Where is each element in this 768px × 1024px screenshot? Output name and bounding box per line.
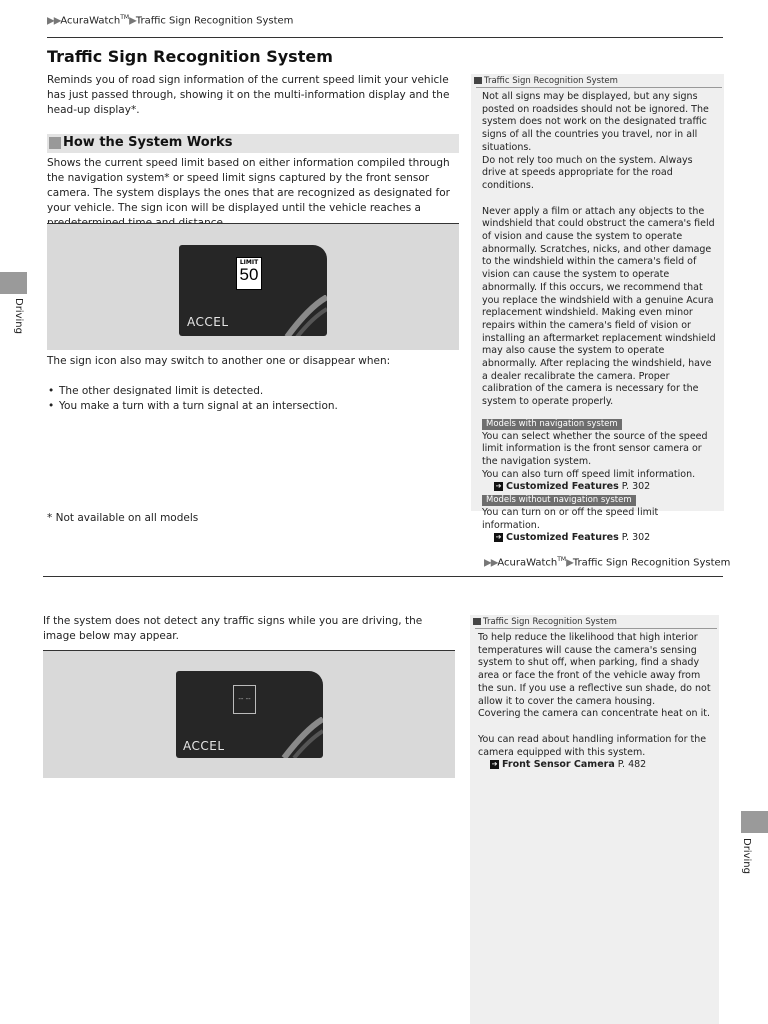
xref-label[interactable]: Customized Features [506, 481, 619, 493]
side-paragraph: Covering the camera can concentrate heat on it. [478, 708, 710, 720]
side-rule [475, 628, 717, 629]
list-item: • You make a turn with a turn signal at an intersection. [47, 399, 460, 414]
header-rule [47, 37, 723, 38]
breadcrumb [484, 556, 730, 568]
condition-list [47, 384, 460, 414]
mid-display [179, 245, 327, 336]
no-sign-icon [233, 685, 256, 714]
sign-limit-value: 50 [239, 265, 259, 284]
breadcrumb-arrows-icon: ▶▶ [47, 15, 61, 27]
chapter-tab[interactable] [0, 272, 27, 294]
breadcrumb-tm: TM [120, 14, 130, 21]
side-paragraph: Never apply a film or attach any objects to the windshield that could obstruct the camera's field of vision and cause the system to operate abnormally. Scratches, nicks, and other damage to the windshield within the camera's field of vision can cause the system to operate abnormally. If this occurs, we recommend that you replace the windshield with a genuine Acura replacement windshield. Making even minor repairs within the camera's field of vision or installing an aftermarket replacement windshield may also cause the system to operate abnormally. After replacing the windshield, have a dealer recalibrate the camera. Proper calibration of the camera is necessary for the system to operate properly. [482, 205, 716, 408]
arrow-right-box-icon: ➔ [495, 533, 502, 542]
side-paragraph: Not all signs may be displayed, but any signs posted on roadsides should not be ignored. The system does not work on the designated traffic signs of all the countries you travel, nor in all situations. [482, 91, 709, 153]
chapter-tab-label: Driving [741, 838, 752, 874]
footnote: * Not available on all models [47, 512, 199, 524]
side-heading-text: Traffic Sign Recognition System [483, 617, 617, 627]
section-body: Shows the current speed limit based on either information compiled through the navigation system* or speed limit signs captured by the front sensor camera. The system displays the ones that are recognized as designated for your vehicle. The sign icon will be displayed until the vehicle reaches a [47, 157, 450, 214]
speed-limit-sign-icon [236, 257, 262, 290]
accel-label: ACCEL [187, 315, 229, 329]
xref-link[interactable] [478, 759, 714, 772]
accel-label: ACCEL [183, 739, 225, 753]
breadcrumb-sep-icon: ▶ [566, 557, 573, 569]
intro-text: Reminds you of road sign information of the current speed limit your vehicle has just passed through, showing it on the multi-information display and the head-up display*. [47, 74, 450, 116]
breadcrumb-tm: TM [557, 556, 567, 563]
breadcrumb-arrows-icon: ▶▶ [484, 557, 498, 569]
side-panel [471, 74, 724, 544]
side-heading [474, 76, 618, 86]
section-square-icon [49, 137, 61, 149]
xref-page: P. 302 [621, 481, 651, 493]
mid-display [176, 671, 323, 758]
model-tag: Models with navigation system [482, 419, 622, 430]
breadcrumb-part2[interactable]: Traffic Sign Recognition System [135, 15, 294, 27]
side-content [478, 632, 714, 772]
section-title: How the System Works [63, 135, 233, 150]
breadcrumb [47, 14, 293, 26]
xref-label[interactable]: Customized Features [506, 532, 619, 544]
display-figure [47, 223, 459, 350]
side-rule [476, 87, 722, 88]
memo-box-icon [473, 618, 481, 625]
xref-page: P. 482 [617, 759, 647, 771]
no-sign-dashes: -- -- [238, 695, 251, 703]
gauge-arc-icon [279, 295, 327, 336]
model-tag: Models without navigation system [482, 495, 636, 506]
arrow-right-box-icon: ➔ [491, 760, 498, 769]
intro-text: If the system does not detect any traffic signs while you are driving, the image below may appear. [43, 615, 423, 642]
side-paragraph: You can select whether the source of the speed limit information is the front sensor camera or the navigation system. [482, 430, 708, 467]
breadcrumb-sep-icon: ▶ [129, 15, 136, 27]
breadcrumb-part2[interactable]: Traffic Sign Recognition System [572, 557, 731, 569]
breadcrumb-part1[interactable]: AcuraWatch [497, 557, 558, 569]
side-paragraph: To help reduce the likelihood that high interior temperatures will cause the camera's sensing system to shut off, when parking, find a shady area or face the front of the vehicle away from the sun. If you use a reflective sun shade, do not allow it to cover the camera housing. [478, 632, 711, 707]
side-paragraph: You can read about handling information for the camera equipped with this system. [478, 733, 707, 758]
section-heading [47, 134, 459, 153]
arrow-right-box-icon: ➔ [495, 482, 502, 491]
xref-page: P. 302 [621, 532, 651, 544]
chapter-tab[interactable] [741, 811, 768, 833]
xref-label[interactable]: Front Sensor Camera [502, 759, 615, 771]
xref-link[interactable] [482, 532, 718, 545]
side-content [482, 91, 718, 545]
header-rule [43, 576, 723, 577]
breadcrumb-part1[interactable]: AcuraWatch [60, 15, 121, 27]
sign-limit-label: LIMIT [239, 259, 259, 266]
side-heading [473, 617, 617, 627]
xref-link[interactable] [482, 481, 718, 494]
side-panel [470, 615, 719, 1024]
display-figure [43, 650, 455, 778]
memo-box-icon [474, 77, 482, 84]
side-paragraph: Do not rely too much on the system. Always drive at speeds appropriate for the road conditions. [482, 154, 693, 191]
page-title: Traffic Sign Recognition System [47, 47, 333, 66]
side-heading-text: Traffic Sign Recognition System [484, 76, 618, 86]
chapter-tab-label: Driving [13, 298, 24, 334]
after-figure-text: The sign icon also may switch to another one or disappear when: [47, 355, 391, 367]
list-item: • The other designated limit is detected. [47, 384, 460, 399]
side-paragraph: You can also turn off speed limit information. [482, 468, 696, 480]
side-paragraph: You can turn on or off the speed limit information. [482, 506, 659, 531]
gauge-arc-icon [276, 717, 323, 758]
